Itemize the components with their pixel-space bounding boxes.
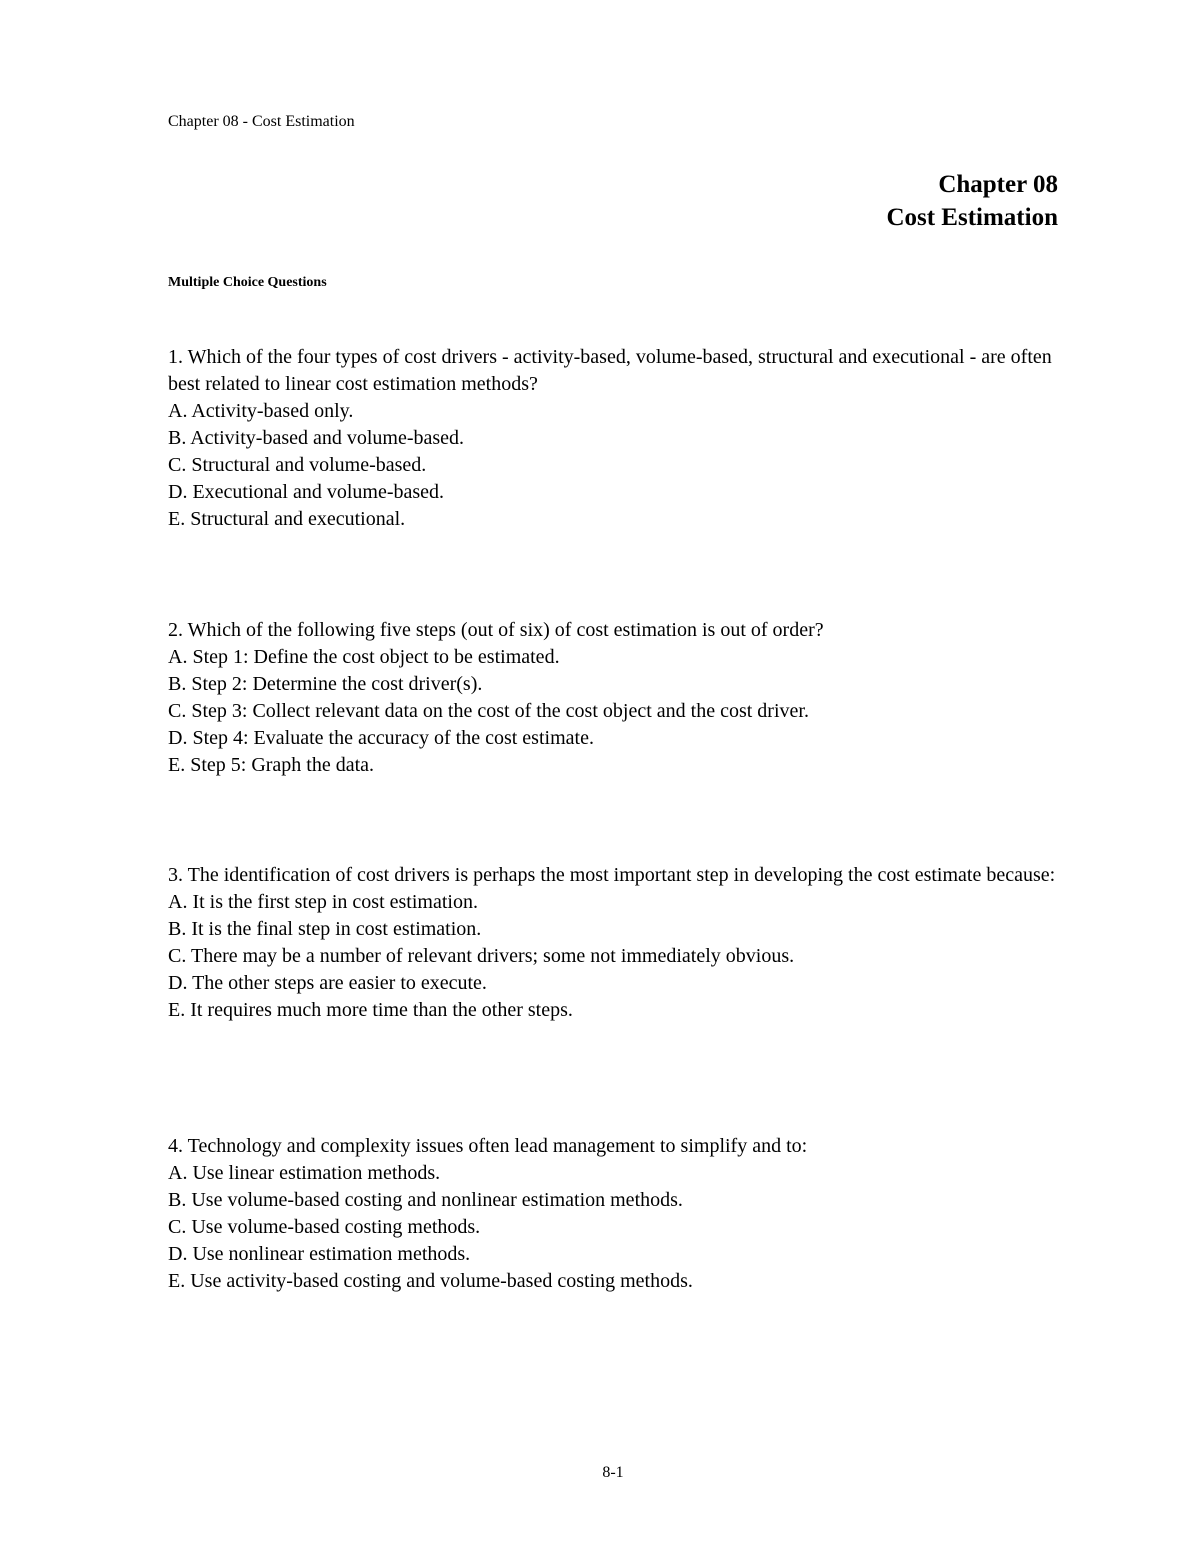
answer-option-b: B. Step 2: Determine the cost driver(s). <box>168 673 483 695</box>
question-stem: 1. Which of the four types of cost drivers - activity-based, volume-based, structural and executional - are often best related to linear cost estimation methods? <box>168 346 1052 395</box>
question-2 <box>168 617 1068 779</box>
answer-option-d: D. The other steps are easier to execute. <box>168 972 487 994</box>
question-3 <box>168 862 1068 1024</box>
answer-option-a: A. Step 1: Define the cost object to be estimated. <box>168 646 560 668</box>
page-number: 8-1 <box>602 1464 624 1481</box>
answer-option-a: A. It is the first step in cost estimation. <box>168 891 478 913</box>
answer-options <box>168 398 1068 533</box>
answer-option-e: E. It requires much more time than the other steps. <box>168 999 573 1021</box>
answer-option-e: E. Use activity-based costing and volume-based costing methods. <box>168 1270 693 1292</box>
answer-option-e: E. Structural and executional. <box>168 508 406 530</box>
answer-option-e: E. Step 5: Graph the data. <box>168 754 375 776</box>
chapter-name: Cost Estimation <box>886 204 1058 231</box>
answer-option-c: C. There may be a number of relevant drivers; some not immediately obvious. <box>168 945 795 967</box>
question-4 <box>168 1133 1068 1295</box>
question-stem: 4. Technology and complexity issues often lead management to simplify and to: <box>168 1135 808 1157</box>
question-stem: 3. The identification of cost drivers is perhaps the most important step in developing the cost estimate because: <box>168 864 1056 886</box>
answer-option-d: D. Use nonlinear estimation methods. <box>168 1243 471 1265</box>
answer-option-b: B. It is the final step in cost estimation. <box>168 918 482 940</box>
answer-option-d: D. Step 4: Evaluate the accuracy of the cost estimate. <box>168 727 594 749</box>
answer-option-c: C. Use volume-based costing methods. <box>168 1216 481 1238</box>
answer-option-c: C. Step 3: Collect relevant data on the cost of the cost object and the cost driver. <box>168 700 809 722</box>
answer-option-a: A. Use linear estimation methods. <box>168 1162 441 1184</box>
question-stem: 2. Which of the following five steps (out of six) of cost estimation is out of order? <box>168 619 824 641</box>
answer-option-c: C. Structural and volume-based. <box>168 454 427 476</box>
answer-option-a: A. Activity-based only. <box>168 400 354 422</box>
answer-option-b: B. Activity-based and volume-based. <box>168 427 465 449</box>
answer-options <box>168 644 1068 779</box>
chapter-number: Chapter 08 <box>938 171 1058 198</box>
answer-option-b: B. Use volume-based costing and nonlinear estimation methods. <box>168 1189 683 1211</box>
section-heading: Multiple Choice Questions <box>168 275 327 290</box>
answer-option-d: D. Executional and volume-based. <box>168 481 445 503</box>
chapter-title <box>886 168 1058 234</box>
running-header: Chapter 08 - Cost Estimation <box>168 113 355 130</box>
answer-options <box>168 889 1068 1024</box>
question-1 <box>168 344 1068 533</box>
answer-options <box>168 1160 1068 1295</box>
